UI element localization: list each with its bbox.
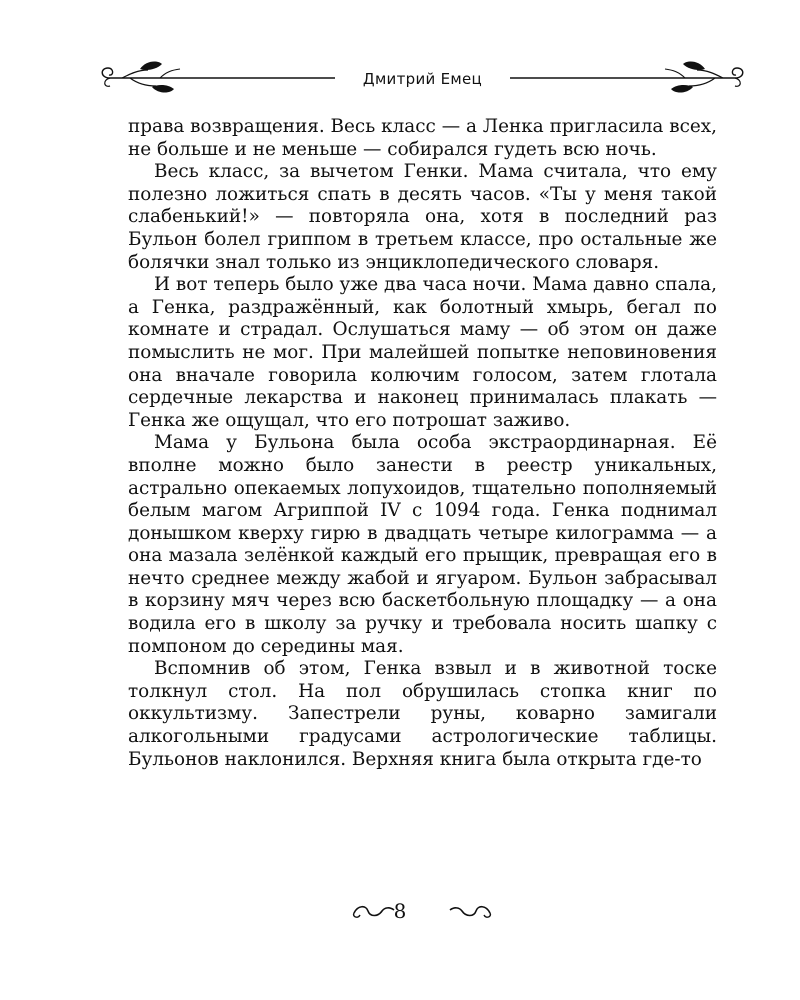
paragraph: Мама у Бульона была особа экстраординарная. Её вполне можно было занести в реестр уникальных, астрально опекаемых лопухоидов, тщательно пополняемый белым магом Агриппой IV с 1094 года. Генка поднимал донышком кверху гирю в двадцать четыре килограмма — а она мазала зелёнкой каждый его прыщик, превращая его в нечто среднее между жабой и ягуаром. Бульон забрасывал в корзину мяч через всю баскетбольную площадку — а она водила его в школу за ручку и требовала носить шапку с помпоном до середины мая. bbox=[128, 432, 717, 657]
page-body bbox=[128, 116, 717, 771]
swirl-ornament-right-icon bbox=[448, 901, 492, 921]
page-footer bbox=[0, 897, 800, 927]
author-name: Дмитрий Емец bbox=[362, 70, 483, 88]
running-header bbox=[100, 56, 745, 100]
paragraph: права возвращения. Весь класс — а Ленка пригласила всех, не больше и не меньше — собирался гудеть всю ночь. bbox=[128, 116, 717, 160]
paragraph: Весь класс, за вычетом Генки. Мама считала, что ему полезно ложиться спать в десять часов. «Ты у меня такой слабенький!» — повторяла она, хотя в последний раз Бульон болел гриппом в третьем классе, про остальные же болячки знал только из энциклопедического словаря. bbox=[128, 161, 717, 273]
page-number: 8 bbox=[393, 899, 407, 923]
paragraph: Вспомнив об этом, Генка взвыл и в животной тоске толкнул стол. На пол обрушилась стопка книг по оккультизму. Запестрели руны, коварно замигали алкогольными градусами астрологические таблицы. Бульонов наклонился. Верхняя книга была открыта где-то bbox=[128, 658, 717, 770]
paragraph: И вот теперь было уже два часа ночи. Мама давно спала, а Генка, раздражённый, как болотный хмырь, бегал по комнате и страдал. Ослушаться маму — об этом он даже помыслить не мог. При малейшей попытке неповиновения она вначале говорила колючим голосом, затем глотала сердечные лекарства и наконец принималась плакать — Генка же ощущал, что его потрошат заживо. bbox=[128, 274, 717, 431]
